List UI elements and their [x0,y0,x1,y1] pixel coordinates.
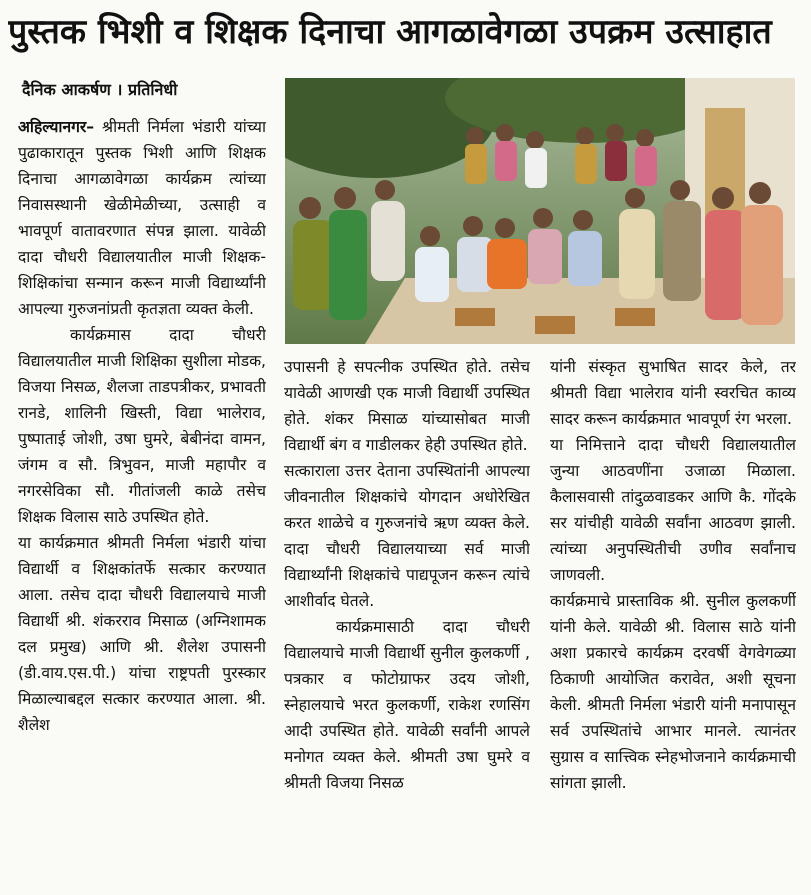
lead-paragraph [18,114,266,322]
headline: पुस्तक भिशी व शिक्षक दिनाचा आगळावेगळा उपक्रम उत्साहात [8,12,772,52]
paragraph: कार्यक्रमासाठी दादा चौधरी विद्यालयाचे माजी विद्यार्थी सुनील कुलकर्णी , पत्रकार व फोटोग्राफर उदय जोशी, स्नेहालयाचे भरत कुलकर्णी, राकेश रणसिंग आदी उपस्थित होते. यावेळी सर्वांनी आपले मनोगत व्यक्त केले. श्रीमती उषा घुमरे व श्रीमती विजया निसळ [284,618,530,792]
paragraph: उपासनी हे सपत्नीक उपस्थित होते. तसेच यावेळी आणखी एक माजी विद्यार्थी उपस्थित होते. शंकर मिसाळ यांच्यासोबत माजी विद्यार्थी बंग व गाडीलकर हेही उपस्थित होते. [284,358,530,454]
paragraph: या कार्यक्रमात श्रीमती निर्मला भंडारी यांचा विद्यार्थी व शिक्षकांतर्फे सत्कार करण्यात आला. तसेच दादा चौधरी विद्यालयाचे माजी विद्यार्थी श्री. शंकरराव मिसाळ (अग्निशामक दल प्रमुख) आणि श्री. शैलेश उपासनी (डी.वाय.एस.पी.) यांचा राष्ट्रपती पुरस्कार मिळाल्याबद्दल सत्कार करण्यात आला. श्री. शैलेश [18,534,266,734]
article-column-2 [284,354,530,895]
group-photo [285,78,795,344]
paragraph: कार्यक्रमाचे प्रास्ताविक श्री. सुनील कुलकर्णी यांनी केले. यावेळी श्री. विलास साठे यांनी अशा प्रकारचे कार्यक्रम दरवर्षी वेगवेगळ्या ठिकाणी आयोजित करावेत, अशी सूचना केली. श्रीमती निर्मला भंडारी यांनी मनापासून सर्व उपस्थितांचे आभार मानले. त्यानंतर सुग्रास व सात्त्विक स्नेहभोजनाने कार्यक्रमाची सांगता झाली. [550,592,796,792]
article-column-1 [18,114,266,895]
paragraph: कार्यक्रमास दादा चौधरी विद्यालयातील माजी शिक्षिका सुशीला मोडक, विजया निसळ, शैलजा ताडपत्रीकर, प्रभावती रानडे, शालिनी खिस्ती, विद्या भालेराव, पुष्पाताई जोशी, उषा घुमरे, बेबीनंदा वामन, जंगम व सौ. त्रिभुवन, माजी महापौर व नगरसेविका सौ. गीतांजली काळे तसेच शिक्षक विलास साठे उपस्थित होते. [18,326,266,526]
article-column-3 [550,354,796,895]
paragraph: या निमित्ताने दादा चौधरी विद्यालयातील जुन्या आठवणींना उजाळा मिळाला. कैलासवासी तांदुळवाडकर आणि कै. गोंदके सर यांचीही यावेळी सर्वांना आठवण झाली. त्यांच्या अनुपस्थितीची उणीव सर्वांनाच जाणवली. [550,436,796,584]
paragraph: सत्काराला उत्तर देताना उपस्थितांनी आपल्या जीवनातील शिक्षकांचे योगदान अधोरेखित करत शाळेचे व गुरुजनांचे ऋण व्यक्त केले. दादा चौधरी विद्यालयाच्या सर्व माजी विद्यार्थ्यांनी शिक्षकांचे पाद्यपूजन करून त्यांचे आशीर्वाद घेतले. [284,462,530,610]
byline: दैनिक आकर्षण । प्रतिनिधी [22,80,178,99]
dateline: अहिल्यानगर– [18,118,95,136]
group-photo-illustration [285,78,795,344]
lead-text: श्रीमती निर्मला भंडारी यांच्या पुढाकारातून पुस्तक भिशी आणि शिक्षक दिनाचा आगळावेगळा कार्यक्रम त्यांच्या निवासस्थानी खेळीमेळीच्या, उत्साही व भावपूर्ण वातावरणात संपन्न झाला. यावेळी दादा चौधरी विद्यालयातील माजी शिक्षक-शिक्षिकांचा सन्मान करून माजी विद्यार्थ्यांनी आपल्या गुरुजनांप्रती कृतज्ञता व्यक्त केली. [18,118,266,318]
paragraph: यांनी संस्कृत सुभाषित सादर केले, तर श्रीमती विद्या भालेराव यांनी स्वरचित काव्य सादर करून कार्यक्रमात भावपूर्ण रंग भरला. [550,358,796,428]
